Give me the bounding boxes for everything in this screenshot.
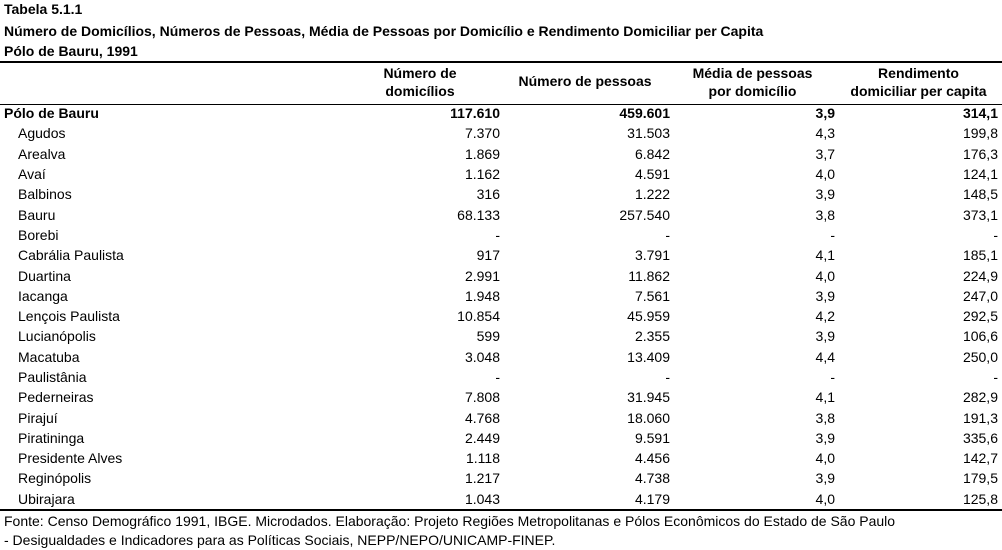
domicilios-cell: 2.449 xyxy=(464,429,500,446)
table-label: Tabela 5.1.1 xyxy=(4,1,83,17)
pessoas-cell: 31.503 xyxy=(627,125,670,142)
pessoas-cell: - xyxy=(665,369,670,385)
municipio-cell: Ubirajara xyxy=(18,490,75,507)
table-row xyxy=(0,347,1002,367)
rendimento-cell: 314,1 xyxy=(962,105,998,122)
table-row xyxy=(0,144,1002,164)
pessoas-cell: 2.355 xyxy=(634,328,670,345)
pessoas-cell: 4.591 xyxy=(634,166,670,183)
table-row xyxy=(0,326,1002,346)
table-row xyxy=(0,489,1002,509)
media-cell: 3,9 xyxy=(815,328,835,345)
table-row xyxy=(0,468,1002,488)
domicilios-cell: - xyxy=(495,226,500,243)
col-header-pessoas xyxy=(500,72,670,90)
col-header-domicilios-line1: Número de xyxy=(383,65,457,81)
col-header-domicilios xyxy=(340,64,500,100)
domicilios-cell: 1.118 xyxy=(466,450,500,467)
table-row xyxy=(0,204,1002,224)
municipio-cell: Cabrália Paulista xyxy=(18,247,124,264)
domicilios-cell: 1.217 xyxy=(464,470,500,487)
table-row xyxy=(0,184,1002,204)
col-header-media-line2: por domicílio xyxy=(708,83,797,99)
pessoas-cell: 18.060 xyxy=(627,409,670,426)
table-row xyxy=(0,265,1002,285)
domicilios-cell: 1.162 xyxy=(464,166,500,183)
rendimento-cell: 125,8 xyxy=(962,490,998,507)
domicilios-cell: - xyxy=(495,369,500,385)
domicilios-cell: 10.854 xyxy=(457,308,500,325)
rendimento-cell: 124,1 xyxy=(962,166,998,183)
table-title: Número de Domicílios, Números de Pessoas, Média de Pessoas por Domicílio e Rendimento Domiciliar per Capita xyxy=(4,23,764,39)
media-cell: 4,0 xyxy=(815,267,835,284)
domicilios-cell: 599 xyxy=(476,328,500,345)
rendimento-cell: 292,5 xyxy=(962,308,998,325)
domicilios-cell: 117.610 xyxy=(450,105,500,122)
domicilios-cell: 1.043 xyxy=(464,490,500,507)
table-row xyxy=(0,286,1002,306)
domicilios-cell: 1.869 xyxy=(464,145,500,162)
domicilios-cell: 917 xyxy=(476,247,500,264)
municipio-cell: Pederneiras xyxy=(18,389,94,406)
municipio-cell: Arealva xyxy=(18,145,66,162)
col-header-domicilios-line2: domicílios xyxy=(385,83,455,99)
municipio-cell: Lucianópolis xyxy=(18,328,96,345)
domicilios-cell: 4.768 xyxy=(464,409,500,426)
table-row xyxy=(0,387,1002,407)
table-row xyxy=(0,448,1002,468)
media-cell: 3,9 xyxy=(815,287,835,304)
municipio-cell: Piratininga xyxy=(18,429,85,446)
media-cell: 4,0 xyxy=(815,490,835,507)
media-cell: 3,9 xyxy=(815,105,835,122)
col-header-rendimento xyxy=(835,64,1002,100)
rendimento-cell: - xyxy=(993,226,998,243)
media-cell: - xyxy=(830,226,835,243)
municipio-cell: Pólo de Bauru xyxy=(4,105,99,122)
media-cell: 4,0 xyxy=(815,450,835,467)
rendimento-cell: 191,3 xyxy=(962,409,998,426)
media-cell: 3,8 xyxy=(815,409,835,426)
top-rule xyxy=(0,61,1002,63)
pessoas-cell: 4.738 xyxy=(634,470,670,487)
table-row xyxy=(0,245,1002,265)
media-cell: 3,9 xyxy=(815,429,835,446)
pessoas-cell: 45.959 xyxy=(627,308,670,325)
total-row xyxy=(0,103,1002,123)
pessoas-cell: 6.842 xyxy=(634,145,670,162)
municipio-cell: Iacanga xyxy=(18,287,68,304)
source-note-line2: - Desigualdades e Indicadores para as Políticas Sociais, NEPP/NEPO/UNICAMP-FINEP. xyxy=(4,532,556,548)
table-row xyxy=(0,123,1002,143)
municipio-cell: Balbinos xyxy=(18,186,72,203)
media-cell: 4,1 xyxy=(815,389,835,406)
rendimento-cell: 373,1 xyxy=(962,206,998,223)
rendimento-cell: 142,7 xyxy=(962,450,998,467)
pessoas-cell: 459.601 xyxy=(619,105,670,122)
rendimento-cell: 185,1 xyxy=(962,247,998,264)
municipio-cell: Avaí xyxy=(18,166,46,183)
pessoas-cell: 1.222 xyxy=(634,186,670,203)
rendimento-cell: 247,0 xyxy=(962,287,998,304)
domicilios-cell: 316 xyxy=(476,186,500,203)
rendimento-cell: 199,8 xyxy=(962,125,998,142)
domicilios-cell: 1.948 xyxy=(464,287,500,304)
pessoas-cell: 3.791 xyxy=(634,247,670,264)
rendimento-cell: 250,0 xyxy=(962,348,998,365)
table-subtitle: Pólo de Bauru, 1991 xyxy=(4,43,138,59)
media-cell: 4,0 xyxy=(815,166,835,183)
municipio-cell: Reginópolis xyxy=(18,470,92,487)
col-header-pessoas-line1: Número de pessoas xyxy=(518,73,652,89)
media-cell: 4,3 xyxy=(815,125,835,142)
media-cell: 3,9 xyxy=(815,470,835,487)
data-table xyxy=(0,103,1002,509)
rendimento-cell: 335,6 xyxy=(962,429,998,446)
table-row xyxy=(0,225,1002,245)
pessoas-cell: 13.409 xyxy=(627,348,670,365)
pessoas-cell: - xyxy=(665,226,670,243)
domicilios-cell: 7.808 xyxy=(464,389,500,406)
pessoas-cell: 257.540 xyxy=(619,206,670,223)
media-cell: 3,9 xyxy=(815,186,835,203)
media-cell: 3,8 xyxy=(815,206,835,223)
domicilios-cell: 7.370 xyxy=(464,125,500,142)
municipio-cell: Bauru xyxy=(18,206,56,223)
table-row xyxy=(0,428,1002,448)
municipio-cell: Agudos xyxy=(18,125,66,142)
media-cell: 4,2 xyxy=(815,308,835,325)
media-cell: 3,7 xyxy=(815,145,835,162)
col-header-rendimento-line2: domiciliar per capita xyxy=(850,83,987,99)
pessoas-cell: 9.591 xyxy=(634,429,670,446)
domicilios-cell: 2.991 xyxy=(464,267,500,284)
rendimento-cell: 176,3 xyxy=(962,145,998,162)
pessoas-cell: 4.456 xyxy=(634,450,670,467)
source-note-line1: Fonte: Censo Demográfico 1991, IBGE. Microdados. Elaboração: Projeto Regiões Metropolitanas e Pólos Econômicos do Estado de São Paulo xyxy=(4,513,896,529)
rendimento-cell: 106,6 xyxy=(962,328,998,345)
municipio-cell: Macatuba xyxy=(18,348,80,365)
pessoas-cell: 11.862 xyxy=(628,267,670,284)
data-table-body xyxy=(0,103,1002,509)
col-header-media xyxy=(670,64,835,100)
media-cell: 4,1 xyxy=(815,247,835,264)
col-header-media-line1: Média de pessoas xyxy=(692,65,813,81)
municipio-cell: Lençois Paulista xyxy=(18,308,120,325)
municipio-cell: Paulistânia xyxy=(18,369,87,385)
rendimento-cell: 148,5 xyxy=(962,186,998,203)
pessoas-cell: 7.561 xyxy=(634,287,670,304)
pessoas-cell: 31.945 xyxy=(627,389,670,406)
rendimento-cell: 282,9 xyxy=(962,389,998,406)
municipio-cell: Borebi xyxy=(18,226,59,243)
pessoas-cell: 4.179 xyxy=(634,490,670,507)
media-cell: - xyxy=(830,369,835,385)
col-header-rendimento-line1: Rendimento xyxy=(878,65,959,81)
municipio-cell: Duartina xyxy=(18,267,71,284)
table-row xyxy=(0,367,1002,387)
municipio-cell: Pirajuí xyxy=(18,409,58,426)
media-cell: 4,4 xyxy=(815,348,835,365)
municipio-cell: Presidente Alves xyxy=(18,450,123,467)
domicilios-cell: 3.048 xyxy=(464,348,500,365)
rendimento-cell: 224,9 xyxy=(962,267,998,284)
rendimento-cell: - xyxy=(993,369,998,385)
table-row xyxy=(0,407,1002,427)
table-row xyxy=(0,164,1002,184)
domicilios-cell: 68.133 xyxy=(457,206,500,223)
rendimento-cell: 179,5 xyxy=(962,470,998,487)
table-row xyxy=(0,306,1002,326)
